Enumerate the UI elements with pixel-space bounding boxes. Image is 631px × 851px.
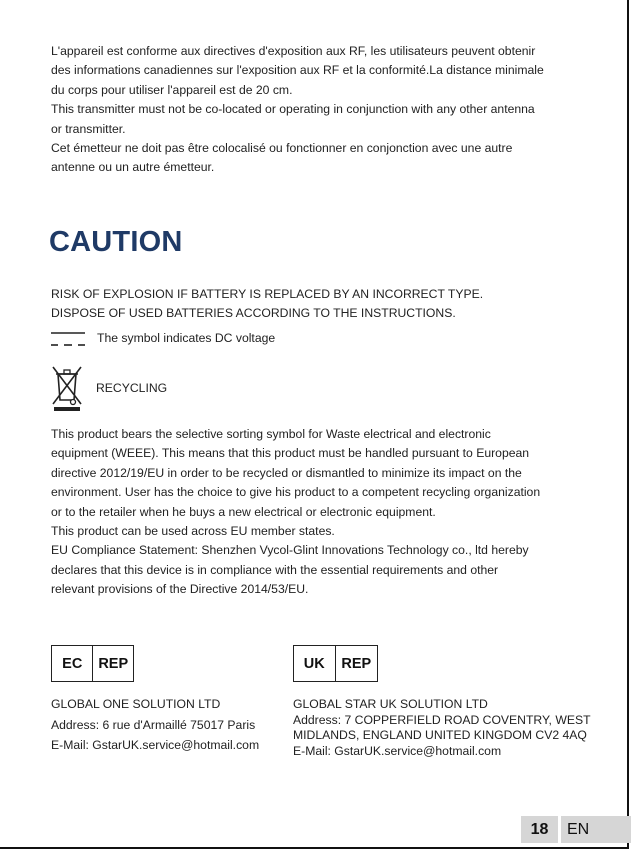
intro-line: or transmitter. bbox=[51, 121, 126, 136]
ec-rep-badge bbox=[51, 645, 134, 682]
risk-line: DISPOSE OF USED BATTERIES ACCORDING TO THE INSTRUCTIONS. bbox=[51, 306, 456, 320]
uk-rep-badge-right: REP bbox=[341, 655, 372, 672]
uk-rep-badge bbox=[293, 645, 378, 682]
rf-exposure-notice bbox=[51, 42, 611, 178]
page-number: 18 bbox=[521, 816, 558, 843]
weee-line: EU Compliance Statement: Shenzhen Vycol-Glint Innovations Technology co., ltd hereby bbox=[51, 543, 529, 558]
weee-line: environment. User has the choice to give his product to a competent recycling organization bbox=[51, 485, 541, 500]
intro-line: du corps pour utiliser l'appareil est de 20 cm. bbox=[51, 82, 293, 97]
intro-line: antenne ou un autre émetteur. bbox=[51, 160, 215, 175]
weee-line: or to the retailer when he buys a new electrical or electronic equipment. bbox=[51, 504, 436, 519]
ec-rep-badge-left: EC bbox=[52, 646, 93, 681]
weee-crossed-bin-icon bbox=[51, 364, 83, 412]
weee-statement bbox=[51, 425, 611, 600]
battery-warning bbox=[51, 285, 483, 323]
intro-line: des informations canadiennes sur l'exposition aux RF et la conformité.La distance minimale bbox=[51, 63, 544, 78]
ec-rep-badge-right: REP bbox=[98, 655, 129, 672]
uk-rep-badge-left: UK bbox=[294, 646, 336, 681]
ec-rep-address: Address: 6 rue d'Armaillé 75017 Paris bbox=[51, 717, 256, 732]
weee-line: This product can be used across EU member states. bbox=[51, 524, 335, 539]
ec-rep-email: E-Mail: GstarUK.service@hotmail.com bbox=[51, 738, 260, 752]
ec-rep-address-block bbox=[51, 697, 281, 759]
intro-line: This transmitter must not be co-located or operating in conjunction with any other antenna bbox=[51, 102, 535, 117]
risk-line: RISK OF EXPLOSION IF BATTERY IS REPLACED BY AN INCORRECT TYPE. bbox=[51, 287, 484, 301]
intro-line: Cet émetteur ne doit pas être colocalisé ou fonctionner en conjonction avec une autre bbox=[51, 141, 513, 156]
weee-line: directive 2012/19/EU in order to be recycled or dismantled to minimize its impact on the bbox=[51, 465, 522, 480]
language-tab: EN bbox=[561, 816, 631, 843]
uk-rep-address-block bbox=[293, 697, 613, 759]
dc-voltage-label: The symbol indicates DC voltage bbox=[97, 331, 276, 345]
page-footer bbox=[521, 816, 631, 843]
caution-heading: CAUTION bbox=[49, 226, 183, 258]
weee-line: This product bears the selective sorting symbol for Waste electrical and electronic bbox=[51, 427, 491, 441]
uk-rep-company: GLOBAL STAR UK SOLUTION LTD bbox=[293, 697, 488, 711]
dc-voltage-icon bbox=[51, 329, 85, 349]
recycling-label: RECYCLING bbox=[96, 381, 168, 395]
uk-rep-address-line2: MIDLANDS, ENGLAND UNITED KINGDOM CV2 4AQ bbox=[293, 728, 587, 742]
intro-line: L'appareil est conforme aux directives d'exposition aux RF, les utilisateurs peuvent obtenir bbox=[51, 44, 536, 58]
uk-rep-email: E-Mail: GstarUK.service@hotmail.com bbox=[293, 743, 502, 758]
weee-line: declares that this device is in compliance with the essential requirements and other bbox=[51, 562, 499, 577]
weee-line: relevant provisions of the Directive 2014/53/EU. bbox=[51, 582, 309, 597]
uk-rep-address-line1: Address: 7 COPPERFIELD ROAD COVENTRY, WEST bbox=[293, 712, 591, 727]
ec-rep-company: GLOBAL ONE SOLUTION LTD bbox=[51, 697, 221, 711]
weee-line: equipment (WEEE). This means that this product must be handled pursuant to European bbox=[51, 446, 530, 461]
